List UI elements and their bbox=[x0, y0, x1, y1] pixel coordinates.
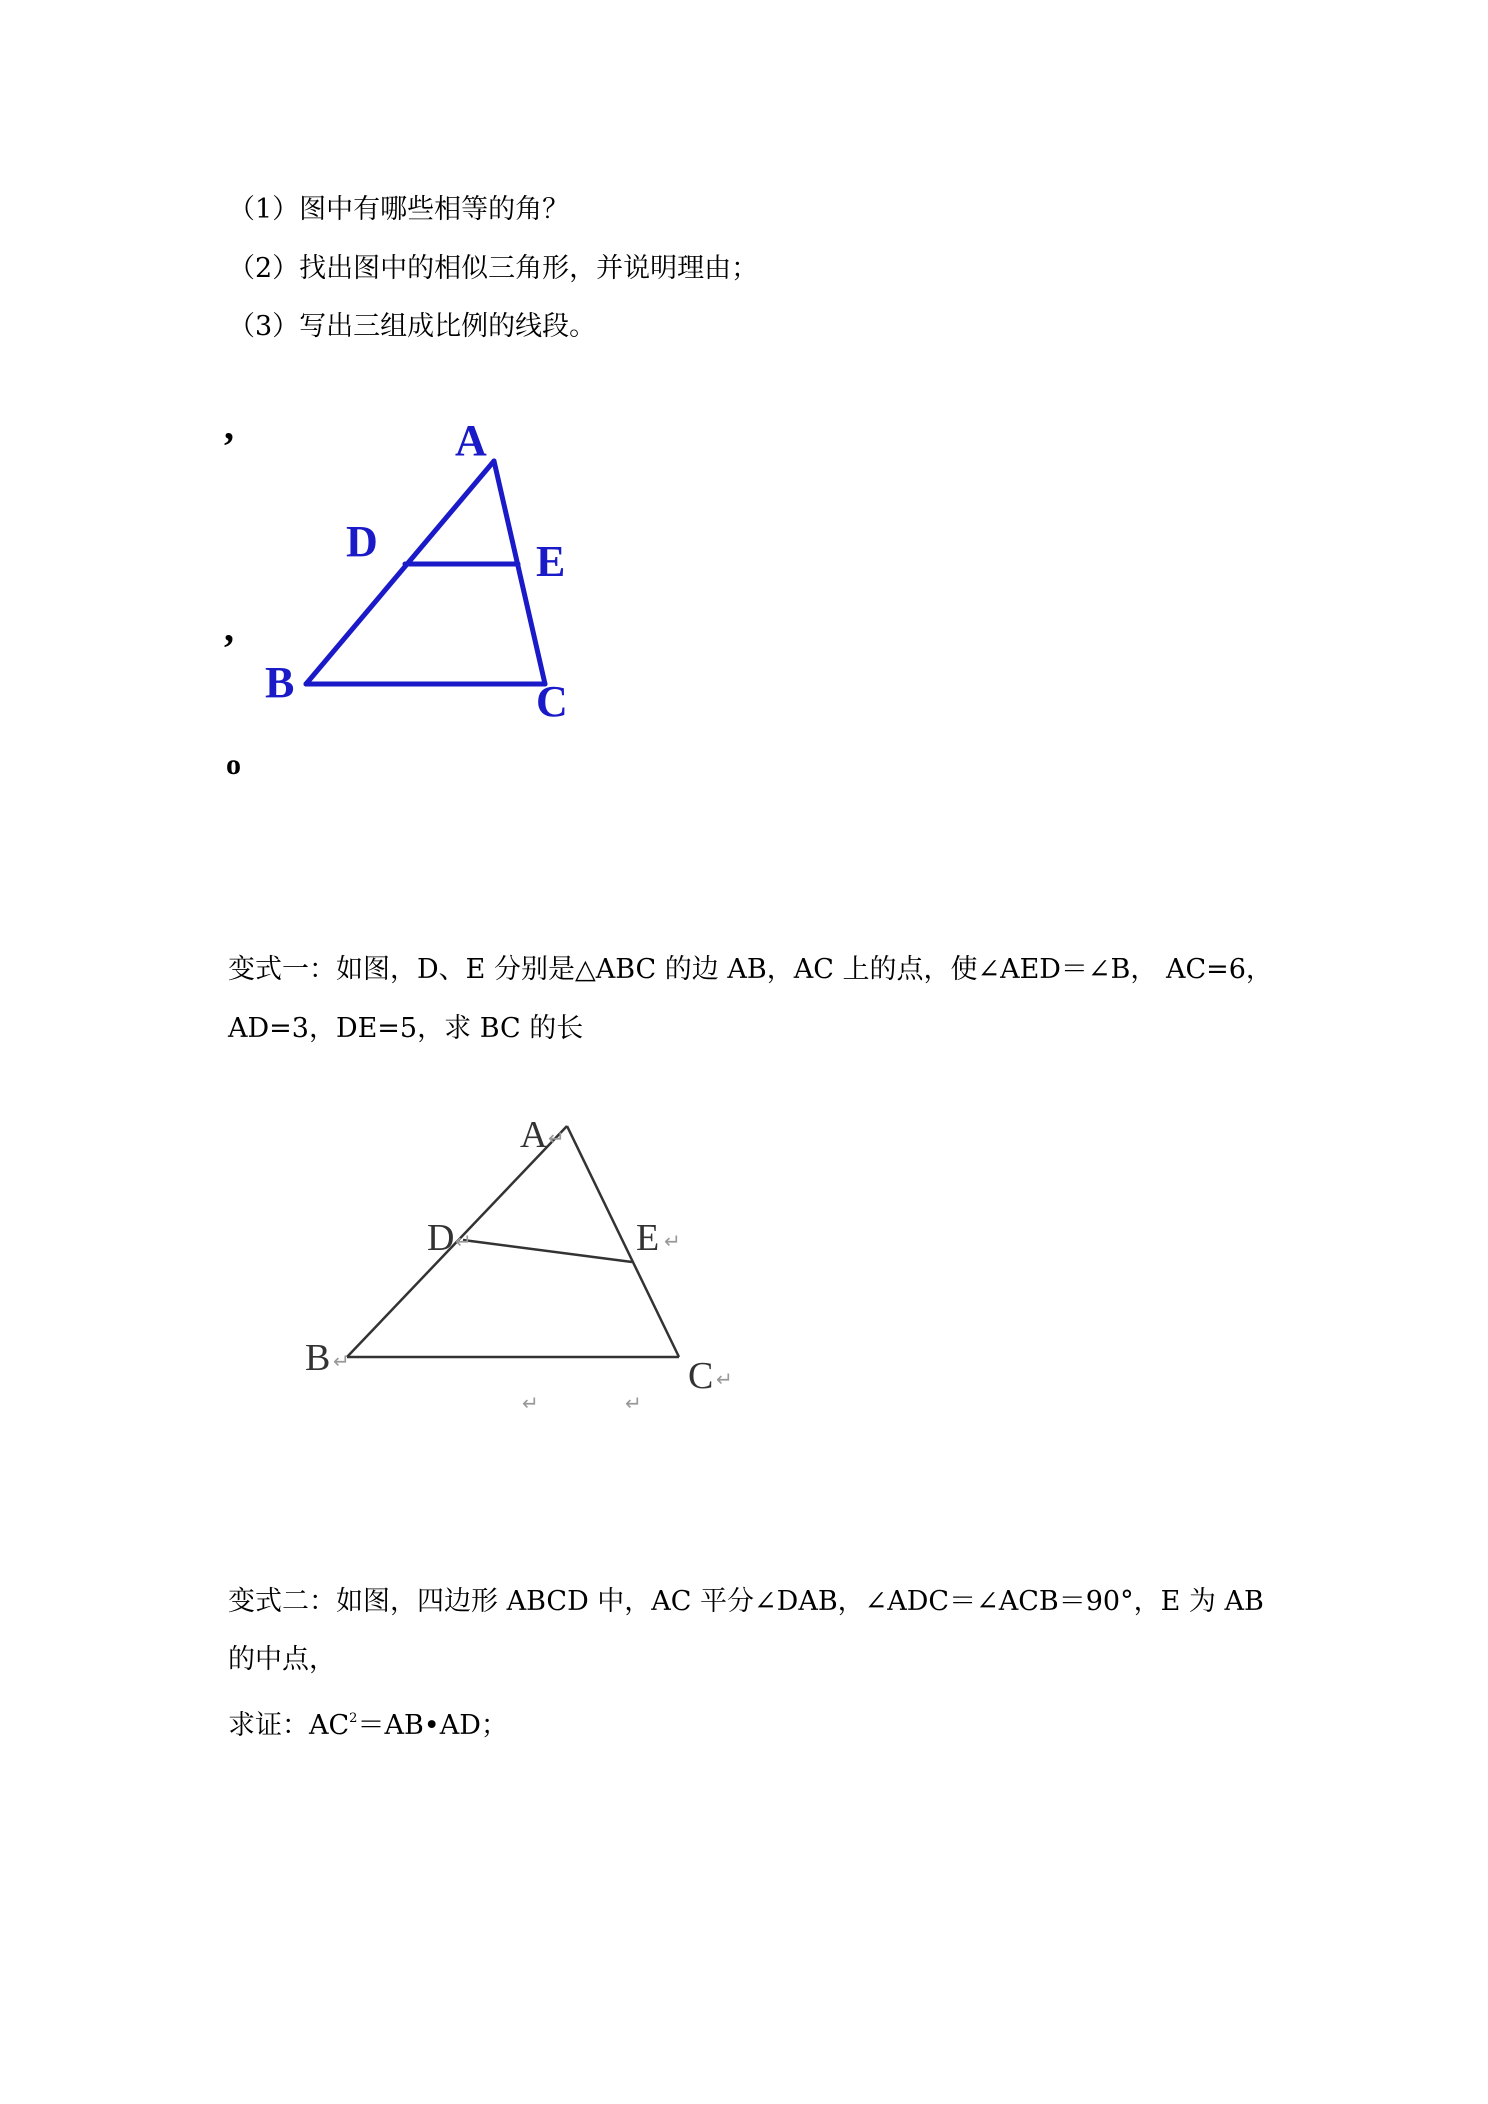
question-1: （1）图中有哪些相等的角？ bbox=[228, 194, 570, 225]
variant2-line3 bbox=[228, 1701, 508, 1744]
return-mark: ↵ bbox=[716, 1367, 733, 1391]
label-e: E bbox=[636, 1217, 660, 1259]
label-c: C bbox=[688, 1355, 714, 1397]
label-e: E bbox=[536, 537, 566, 586]
variant2-line2: 的中点， bbox=[228, 1644, 336, 1675]
return-mark: ↵ bbox=[625, 1391, 642, 1415]
stray-period: o bbox=[226, 748, 241, 781]
segment-ac bbox=[567, 1126, 679, 1357]
label-b: B bbox=[265, 658, 295, 707]
segment-de bbox=[463, 1240, 632, 1262]
label-d: D bbox=[427, 1217, 455, 1259]
variant1-line2: AD=3，DE=5，求 BC 的长 bbox=[228, 1013, 584, 1044]
label-b: B bbox=[305, 1337, 331, 1379]
return-mark: ↵ bbox=[664, 1229, 681, 1253]
label-d: D bbox=[346, 517, 378, 566]
return-mark: ↵ bbox=[455, 1229, 472, 1253]
label-c: C bbox=[536, 677, 568, 726]
variant2-line1: 变式二：如图，四边形 ABCD 中，AC 平分∠DAB，∠ADC＝∠ACB＝90°，E 为 AB bbox=[228, 1586, 1264, 1617]
question-2: （2）找出图中的相似三角形，并说明理由； bbox=[228, 253, 759, 284]
return-mark: ↵ bbox=[548, 1126, 565, 1150]
stray-comma: , bbox=[224, 605, 234, 650]
proof-prefix: 求证：AC bbox=[228, 1710, 350, 1741]
question-3: （3）写出三组成比例的线段。 bbox=[228, 311, 597, 342]
return-mark: ↵ bbox=[333, 1349, 350, 1373]
return-mark: ↵ bbox=[522, 1391, 539, 1415]
stray-comma: , bbox=[224, 403, 234, 448]
variant1-line1: 变式一：如图，D、E 分别是△ABC 的边 AB，AC 上的点，使∠AED＝∠B， AC=6， bbox=[228, 954, 1273, 985]
label-a: A bbox=[455, 416, 487, 465]
label-a: A bbox=[520, 1114, 548, 1156]
proof-suffix: ＝AB•AD； bbox=[357, 1710, 508, 1741]
superscript: 2 bbox=[349, 1711, 358, 1726]
